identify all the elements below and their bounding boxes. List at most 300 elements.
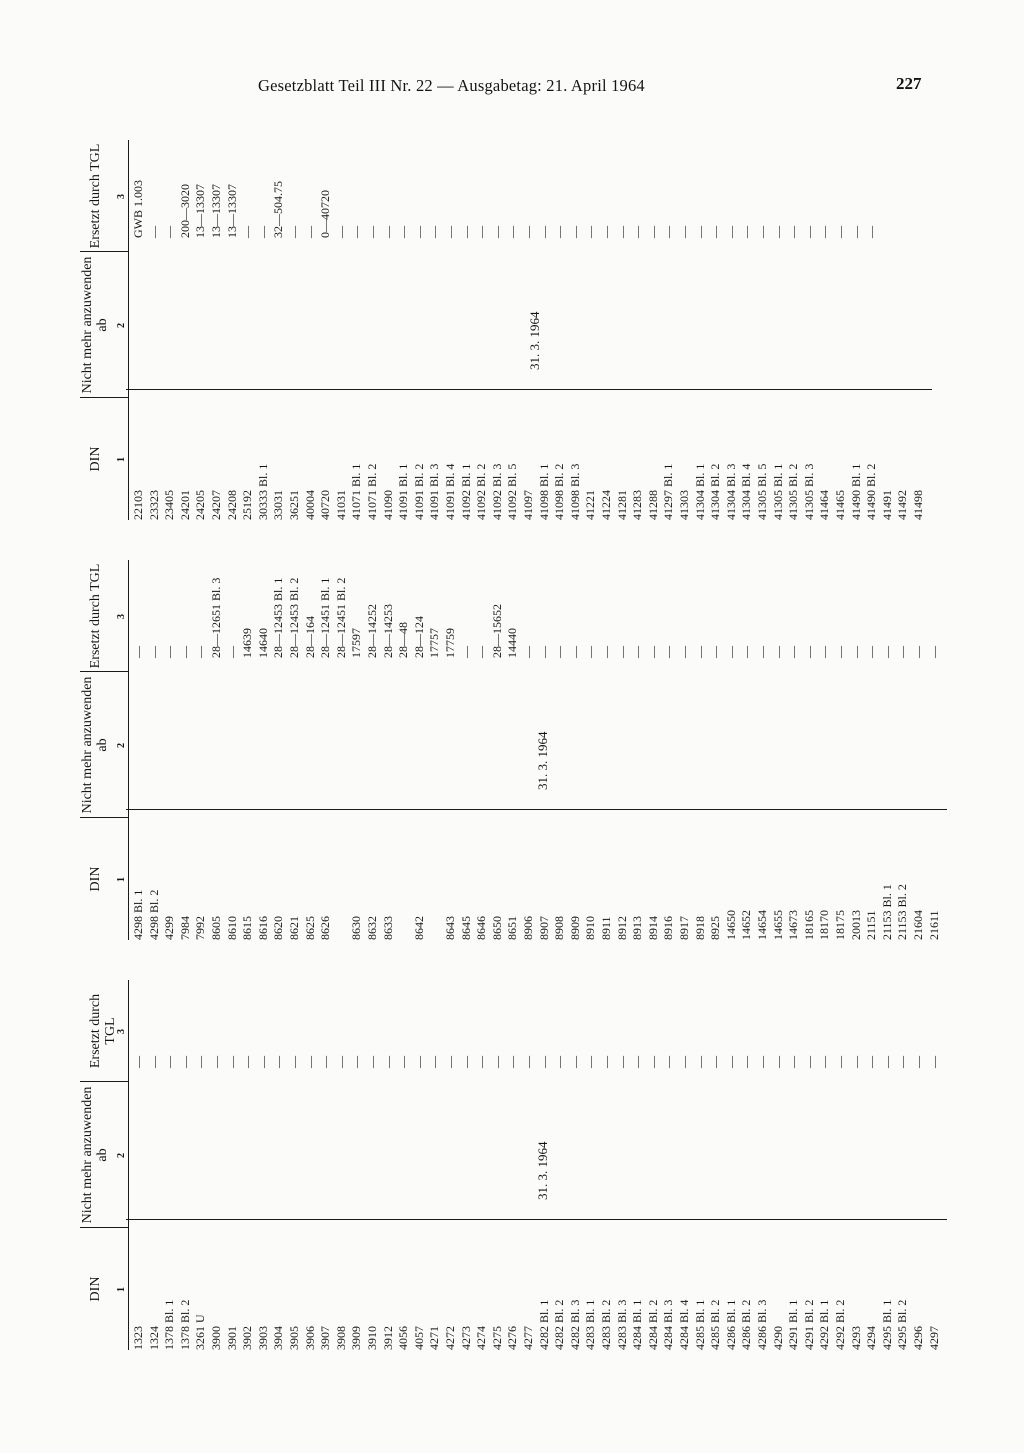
table-row bbox=[257, 980, 270, 1350]
tgl-replacement: 28—12651 Bl. 3 bbox=[209, 577, 223, 658]
din-number: 24205 bbox=[193, 490, 208, 520]
tgl-replacement: — bbox=[474, 1056, 489, 1068]
din-number: 14652 bbox=[739, 910, 754, 940]
din-number: 18170 bbox=[817, 910, 832, 940]
din-number: 8650 bbox=[489, 916, 504, 940]
tgl-replacement: — bbox=[911, 646, 925, 658]
din-number: 4282 Bl. 2 bbox=[552, 1299, 567, 1350]
din-number: 4285 Bl. 1 bbox=[692, 1299, 707, 1350]
table-row bbox=[694, 140, 707, 520]
tgl-replacement: — bbox=[474, 226, 489, 238]
din-number: 4294 bbox=[864, 1326, 879, 1350]
din-number: 8906 bbox=[521, 916, 535, 940]
din-number: 41304 Bl. 3 bbox=[723, 463, 738, 520]
table-row bbox=[756, 140, 769, 520]
din-number: 41305 Bl. 5 bbox=[755, 463, 769, 520]
column-header-nicht-mehr: Nicht mehr anzuwenden ab bbox=[80, 676, 110, 814]
tgl-replacement: — bbox=[411, 226, 426, 238]
din-number: 41283 bbox=[630, 490, 645, 520]
tgl-replacement: — bbox=[177, 646, 192, 658]
table-row bbox=[366, 140, 379, 520]
din-number: 18175 bbox=[833, 910, 847, 940]
header-rule bbox=[128, 560, 129, 940]
column-number-2: 2 bbox=[116, 323, 127, 328]
table-row bbox=[304, 560, 317, 940]
tgl-replacement: 17597 bbox=[349, 628, 364, 658]
tgl-replacement: — bbox=[240, 1056, 255, 1068]
table-row bbox=[506, 140, 519, 520]
table-row bbox=[616, 560, 629, 940]
table-row bbox=[226, 980, 239, 1350]
table-row bbox=[662, 560, 675, 940]
tgl-replacement: — bbox=[614, 1056, 629, 1068]
din-number: 4292 Bl. 1 bbox=[817, 1299, 832, 1350]
tgl-replacement: — bbox=[427, 226, 442, 238]
din-number: 21151 bbox=[864, 910, 879, 940]
tgl-replacement: — bbox=[474, 646, 489, 658]
tgl-replacement: — bbox=[926, 646, 941, 658]
din-number: 21153 Bl. 1 bbox=[879, 884, 894, 940]
table-row bbox=[319, 560, 332, 940]
tgl-replacement: 17757 bbox=[427, 628, 442, 658]
table-row bbox=[132, 980, 145, 1350]
tgl-replacement: — bbox=[911, 1056, 925, 1068]
din-number: 41091 Bl. 3 bbox=[427, 463, 442, 520]
din-number: 41071 Bl. 2 bbox=[365, 463, 379, 520]
din-number: 4292 Bl. 2 bbox=[833, 1299, 847, 1350]
din-number: 4295 Bl. 1 bbox=[879, 1299, 894, 1350]
table-row bbox=[818, 560, 831, 940]
table-row bbox=[475, 980, 488, 1350]
table-row bbox=[382, 980, 395, 1350]
date-label: 31. 3. 1964 bbox=[534, 731, 550, 790]
column-separator bbox=[80, 397, 128, 398]
table-row bbox=[241, 140, 254, 520]
tgl-replacement: — bbox=[599, 1056, 613, 1068]
tgl-replacement: — bbox=[739, 646, 754, 658]
din-number: 4271 bbox=[427, 1326, 442, 1350]
tgl-replacement: 14640 bbox=[255, 628, 270, 658]
din-number: 8909 bbox=[567, 916, 582, 940]
din-number: 41092 Bl. 5 bbox=[505, 463, 520, 520]
din-number: 8907 bbox=[536, 916, 551, 940]
tgl-replacement: — bbox=[723, 226, 738, 238]
din-number: 8632 bbox=[365, 916, 379, 940]
din-number: 8925 bbox=[708, 916, 723, 940]
table-row bbox=[662, 140, 675, 520]
tgl-replacement: — bbox=[599, 226, 613, 238]
tgl-replacement: — bbox=[365, 1056, 379, 1068]
date-label: 31. 3. 1964 bbox=[534, 1141, 550, 1200]
din-number: 4275 bbox=[489, 1326, 504, 1350]
table-row bbox=[912, 980, 925, 1350]
tgl-replacement: 28—124 bbox=[411, 616, 426, 658]
din-number: 8621 bbox=[287, 916, 301, 940]
tgl-replacement: — bbox=[708, 1056, 723, 1068]
table-row bbox=[413, 560, 426, 940]
header-rule bbox=[128, 980, 129, 1350]
din-number: 18165 bbox=[801, 910, 816, 940]
din-number: 1378 Bl. 2 bbox=[177, 1299, 192, 1350]
table-row bbox=[304, 140, 317, 520]
table-row bbox=[865, 560, 878, 940]
tgl-replacement: — bbox=[630, 646, 645, 658]
tgl-replacement: — bbox=[848, 1056, 863, 1068]
table-row bbox=[444, 140, 457, 520]
din-number: 8917 bbox=[677, 916, 691, 940]
tgl-replacement: — bbox=[786, 646, 801, 658]
tgl-replacement: — bbox=[146, 646, 161, 658]
table-row bbox=[740, 140, 753, 520]
table-row bbox=[366, 560, 379, 940]
tgl-replacement: 28—15652 bbox=[489, 604, 504, 658]
din-number: 8615 bbox=[240, 916, 255, 940]
table-row bbox=[506, 560, 519, 940]
din-number: 4299 bbox=[162, 916, 177, 940]
table-row bbox=[850, 560, 863, 940]
column-header-nicht-mehr: Nicht mehr anzuwenden ab bbox=[80, 256, 110, 394]
table-row bbox=[491, 980, 504, 1350]
din-number: 4272 bbox=[443, 1326, 457, 1350]
tgl-replacement: 13—13307 bbox=[193, 184, 208, 238]
table-row bbox=[912, 560, 925, 940]
table-row bbox=[132, 560, 145, 940]
table-row bbox=[803, 980, 816, 1350]
table-row bbox=[553, 980, 566, 1350]
din-number: 7992 bbox=[193, 916, 208, 940]
din-number: 33031 bbox=[271, 490, 286, 520]
table-row bbox=[772, 140, 785, 520]
din-number: 8625 bbox=[302, 916, 317, 940]
running-header: Gesetzblatt Teil III Nr. 22 — Ausgabetag: 21. April 1964 bbox=[258, 76, 645, 95]
table-row bbox=[553, 140, 566, 520]
table-row bbox=[803, 140, 816, 520]
din-number: 36251 bbox=[287, 490, 301, 520]
column-header-ersetzt: Ersetzt durch TGL bbox=[88, 563, 103, 669]
tgl-replacement: — bbox=[817, 1056, 832, 1068]
din-number: 4283 Bl. 2 bbox=[599, 1299, 613, 1350]
table-row bbox=[896, 980, 909, 1350]
table-row bbox=[600, 980, 613, 1350]
table-row bbox=[148, 980, 161, 1350]
table-row bbox=[413, 140, 426, 520]
tgl-replacement: — bbox=[567, 646, 582, 658]
table-row bbox=[631, 560, 644, 940]
din-number: 3903 bbox=[255, 1326, 270, 1350]
column-separator bbox=[80, 1227, 128, 1228]
table-row bbox=[397, 560, 410, 940]
din-number: 41288 bbox=[645, 490, 660, 520]
table-row bbox=[163, 560, 176, 940]
tgl-replacement: — bbox=[926, 1056, 941, 1068]
tgl-replacement: GWB 1.003 bbox=[131, 180, 145, 238]
table-row bbox=[148, 560, 161, 940]
din-number: 8645 bbox=[458, 916, 473, 940]
din-number: 8616 bbox=[255, 916, 270, 940]
tgl-replacement: — bbox=[630, 1056, 645, 1068]
din-number: 41091 Bl. 1 bbox=[396, 463, 411, 520]
din-number: 41303 bbox=[677, 490, 691, 520]
tgl-replacement: — bbox=[427, 1056, 442, 1068]
tgl-replacement: — bbox=[567, 226, 582, 238]
din-number: 41281 bbox=[614, 490, 629, 520]
tgl-replacement: — bbox=[770, 1056, 785, 1068]
tgl-replacement: — bbox=[801, 646, 816, 658]
din-number: 41305 Bl. 2 bbox=[786, 463, 801, 520]
tgl-replacement: 13—13307 bbox=[224, 184, 239, 238]
table-row bbox=[600, 140, 613, 520]
din-number: 4057 bbox=[411, 1326, 426, 1350]
table-row bbox=[678, 140, 691, 520]
tgl-replacement: — bbox=[786, 1056, 801, 1068]
din-number: 41091 Bl. 4 bbox=[443, 463, 457, 520]
din-number: 41304 Bl. 1 bbox=[692, 463, 707, 520]
table-row bbox=[538, 980, 551, 1350]
din-number: 8626 bbox=[318, 916, 333, 940]
din-number: 41305 Bl. 3 bbox=[801, 463, 816, 520]
table-row bbox=[444, 560, 457, 940]
table-row bbox=[194, 140, 207, 520]
din-number: 4286 Bl. 3 bbox=[755, 1299, 769, 1350]
tgl-replacement: — bbox=[193, 646, 208, 658]
din-number: 4291 Bl. 2 bbox=[801, 1299, 816, 1350]
tgl-replacement: — bbox=[349, 1056, 364, 1068]
tgl-replacement: — bbox=[255, 226, 270, 238]
table-row bbox=[694, 980, 707, 1350]
table-row bbox=[740, 980, 753, 1350]
table-row bbox=[335, 980, 348, 1350]
tgl-replacement: — bbox=[349, 226, 364, 238]
table-row bbox=[818, 980, 831, 1350]
table-row bbox=[647, 980, 660, 1350]
din-number: 41071 Bl. 1 bbox=[349, 463, 364, 520]
din-number: 25192 bbox=[240, 490, 255, 520]
tgl-replacement: — bbox=[521, 1056, 535, 1068]
table-row bbox=[335, 140, 348, 520]
din-number: 1323 bbox=[131, 1326, 145, 1350]
tgl-replacement: — bbox=[146, 226, 161, 238]
din-number: 41491 bbox=[879, 490, 894, 520]
din-number: 4284 Bl. 1 bbox=[630, 1299, 645, 1350]
tgl-replacement: — bbox=[645, 226, 660, 238]
table-row bbox=[740, 560, 753, 940]
table-row bbox=[881, 980, 894, 1350]
tgl-replacement: 28—14253 bbox=[380, 604, 395, 658]
din-number: 24208 bbox=[224, 490, 239, 520]
din-number: 3908 bbox=[333, 1326, 348, 1350]
table-row bbox=[881, 140, 894, 520]
din-number: 4298 Bl. 2 bbox=[146, 889, 161, 940]
din-number: 4274 bbox=[474, 1326, 489, 1350]
table-row bbox=[865, 140, 878, 520]
table-row bbox=[725, 560, 738, 940]
table-row bbox=[896, 560, 909, 940]
tgl-replacement: — bbox=[708, 226, 723, 238]
column-header-din: DIN bbox=[88, 446, 103, 472]
tgl-replacement: — bbox=[162, 1056, 177, 1068]
column-number-1: 1 bbox=[116, 877, 127, 882]
tgl-replacement: — bbox=[677, 646, 691, 658]
table-row bbox=[928, 560, 941, 940]
tgl-replacement: — bbox=[692, 1056, 707, 1068]
din-number: 41097 bbox=[521, 490, 535, 520]
din-number: 4276 bbox=[505, 1326, 520, 1350]
tgl-replacement: — bbox=[318, 1056, 333, 1068]
din-number: 41092 Bl. 1 bbox=[458, 463, 473, 520]
table-row bbox=[506, 980, 519, 1350]
table-row bbox=[288, 560, 301, 940]
din-number: 14673 bbox=[786, 910, 801, 940]
column-number-3: 3 bbox=[116, 194, 127, 199]
table-row bbox=[210, 980, 223, 1350]
table-row bbox=[709, 140, 722, 520]
tgl-replacement: — bbox=[708, 646, 723, 658]
tgl-replacement: — bbox=[661, 226, 676, 238]
din-number: 14654 bbox=[755, 910, 769, 940]
tgl-replacement: — bbox=[552, 226, 567, 238]
tgl-replacement: — bbox=[536, 1056, 551, 1068]
table-row bbox=[428, 560, 441, 940]
table-row bbox=[756, 560, 769, 940]
tgl-replacement: — bbox=[552, 646, 567, 658]
table-row bbox=[210, 560, 223, 940]
din-number: 41098 Bl. 2 bbox=[552, 463, 567, 520]
table-row bbox=[538, 140, 551, 520]
table-row bbox=[241, 560, 254, 940]
tgl-replacement: — bbox=[786, 226, 801, 238]
tgl-replacement: — bbox=[614, 226, 629, 238]
table-row bbox=[538, 560, 551, 940]
tgl-replacement: — bbox=[396, 226, 411, 238]
din-number: 4285 Bl. 2 bbox=[708, 1299, 723, 1350]
din-number: 3900 bbox=[209, 1326, 223, 1350]
table-row bbox=[569, 980, 582, 1350]
tgl-replacement: — bbox=[755, 646, 769, 658]
table-row bbox=[319, 140, 332, 520]
tgl-replacement: 13—13307 bbox=[209, 184, 223, 238]
tgl-replacement: — bbox=[848, 226, 863, 238]
tgl-replacement: — bbox=[287, 1056, 301, 1068]
din-number: 4298 Bl. 1 bbox=[131, 889, 145, 940]
column-header-din: DIN bbox=[88, 1276, 103, 1302]
table-row bbox=[397, 140, 410, 520]
din-number: 14655 bbox=[770, 910, 785, 940]
tgl-replacement: 28—12453 Bl. 1 bbox=[271, 577, 286, 658]
din-number: 4286 Bl. 1 bbox=[723, 1299, 738, 1350]
tgl-replacement: — bbox=[162, 226, 177, 238]
table-row bbox=[787, 140, 800, 520]
table-row bbox=[350, 140, 363, 520]
table-row bbox=[241, 980, 254, 1350]
din-number: 4056 bbox=[396, 1326, 411, 1350]
din-number: 8916 bbox=[661, 916, 676, 940]
tgl-replacement: — bbox=[739, 1056, 754, 1068]
tgl-replacement: — bbox=[224, 646, 239, 658]
table-row bbox=[491, 140, 504, 520]
tgl-replacement: — bbox=[692, 646, 707, 658]
din-number: 3907 bbox=[318, 1326, 333, 1350]
din-number: 4284 Bl. 4 bbox=[677, 1299, 691, 1350]
table-row bbox=[350, 560, 363, 940]
tgl-replacement: — bbox=[879, 646, 894, 658]
tgl-replacement: 28—12453 Bl. 2 bbox=[287, 577, 301, 658]
tgl-replacement: — bbox=[801, 1056, 816, 1068]
tgl-replacement: — bbox=[224, 1056, 239, 1068]
tgl-replacement: — bbox=[505, 226, 520, 238]
tgl-replacement: — bbox=[302, 226, 317, 238]
column-number-1: 1 bbox=[116, 1287, 127, 1292]
table-row bbox=[522, 980, 535, 1350]
din-number: 4297 bbox=[926, 1326, 941, 1350]
tgl-replacement: — bbox=[599, 646, 613, 658]
din-number: 8633 bbox=[380, 916, 395, 940]
tgl-replacement: 28—48 bbox=[396, 622, 411, 658]
tgl-replacement: — bbox=[848, 646, 863, 658]
din-number: 4291 Bl. 1 bbox=[786, 1299, 801, 1350]
tgl-replacement: 14440 bbox=[505, 628, 520, 658]
din-number: 40720 bbox=[318, 490, 333, 520]
din-number: 1378 Bl. 1 bbox=[162, 1299, 177, 1350]
tgl-replacement: — bbox=[333, 1056, 348, 1068]
tgl-replacement: 28—12451 Bl. 1 bbox=[318, 577, 333, 658]
table-row bbox=[491, 560, 504, 940]
column-number-2: 2 bbox=[116, 743, 127, 748]
tgl-replacement: — bbox=[162, 646, 177, 658]
table-row bbox=[428, 140, 441, 520]
din-number: 41092 Bl. 3 bbox=[489, 463, 504, 520]
din-number: 41031 bbox=[333, 490, 348, 520]
tgl-replacement: — bbox=[489, 1056, 504, 1068]
din-number: 41221 bbox=[583, 490, 598, 520]
table-row bbox=[522, 560, 535, 940]
din-number: 8651 bbox=[505, 916, 520, 940]
tgl-replacement: — bbox=[458, 646, 473, 658]
din-number: 41490 Bl. 2 bbox=[864, 463, 879, 520]
tgl-replacement: — bbox=[380, 1056, 395, 1068]
table-row bbox=[631, 140, 644, 520]
tgl-replacement: — bbox=[723, 646, 738, 658]
table-row bbox=[725, 980, 738, 1350]
table-row bbox=[678, 980, 691, 1350]
table-row bbox=[179, 980, 192, 1350]
tgl-replacement: — bbox=[614, 646, 629, 658]
table-row bbox=[865, 980, 878, 1350]
tgl-replacement: — bbox=[895, 646, 910, 658]
table-row bbox=[428, 980, 441, 1350]
table-row bbox=[179, 140, 192, 520]
din-number: 8913 bbox=[630, 916, 645, 940]
tgl-replacement: 28—12451 Bl. 2 bbox=[333, 577, 348, 658]
tgl-replacement: 28—164 bbox=[302, 616, 317, 658]
column-number-2: 2 bbox=[116, 1153, 127, 1158]
tgl-replacement: — bbox=[458, 1056, 473, 1068]
table-row bbox=[132, 140, 145, 520]
table-row bbox=[584, 140, 597, 520]
tgl-replacement: — bbox=[536, 646, 551, 658]
table-row bbox=[584, 980, 597, 1350]
column-number-3: 3 bbox=[116, 1029, 127, 1034]
table-row bbox=[475, 140, 488, 520]
tgl-replacement: — bbox=[895, 1056, 910, 1068]
din-number: 20013 bbox=[848, 910, 863, 940]
tgl-replacement: — bbox=[177, 1056, 192, 1068]
din-number: 3905 bbox=[287, 1326, 301, 1350]
din-number: 3910 bbox=[365, 1326, 379, 1350]
header-rule bbox=[128, 140, 129, 520]
table-row bbox=[288, 140, 301, 520]
din-number: 41304 Bl. 4 bbox=[739, 463, 754, 520]
table-row bbox=[584, 560, 597, 940]
